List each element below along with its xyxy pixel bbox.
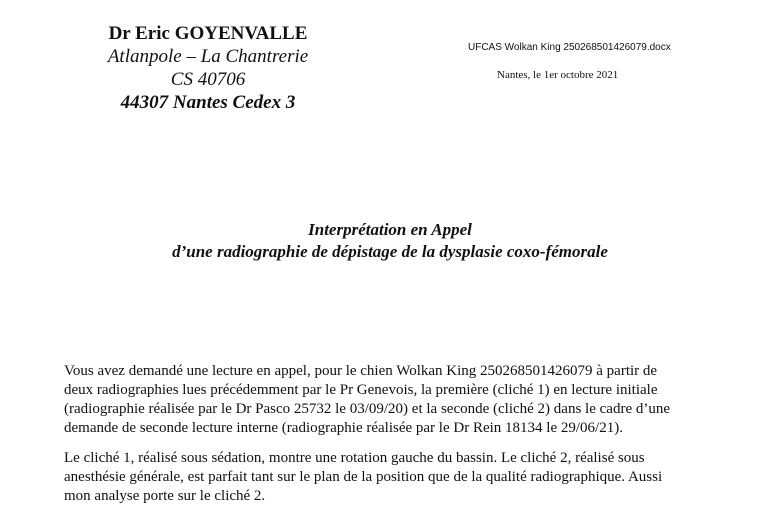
sender-name: Dr Eric GOYENVALLE [108,23,308,44]
body-paragraph [64,362,716,438]
body-paragraph [64,449,716,506]
paragraph-line: anesthésie générale, est parfait tant sur le plan de la position que de la qualité radiographique. Aussi [64,469,663,485]
sender-address-line: CS 40706 [170,69,246,90]
sender-address-line: Atlanpole – La Chantrerie [107,46,309,67]
paragraph-line: Le cliché 1, réalisé sous sédation, montre une rotation gauche du bassin. Le cliché 2, réalisé sous [64,450,645,466]
paragraph-line: Vous avez demandé une lecture en appel, pour le chien Wolkan King 250268501426079 à partir de [64,363,658,379]
title-line: Interprétation en Appel [308,220,472,239]
document-date: Nantes, le 1er octobre 2021 [497,69,619,81]
paragraph-line: (radiographie réalisée par le Dr Pasco 25732 le 03/09/20) et la seconde (cliché 2) dans le cadre d’une [64,401,670,417]
paragraph-line: deux radiographies lues précédemment par le Pr Genevois, la première (cliché 1) en lecture initiale [64,382,658,398]
document-reference: UFCAS Wolkan King 250268501426079.docx [468,42,671,53]
title-line: d’une radiographie de dépistage de la dysplasie coxo-fémorale [172,242,608,261]
sender-postcode-city: 44307 Nantes Cedex 3 [120,92,296,113]
document-title [120,219,660,263]
document-body [64,362,716,517]
sender-address-block [88,22,328,114]
paragraph-line: mon analyse porte sur le cliché 2. [64,488,266,504]
paragraph-line: demande de seconde lecture interne (radiographie réalisée par le Dr Rein 18134 le 29/06/21). [64,420,623,436]
